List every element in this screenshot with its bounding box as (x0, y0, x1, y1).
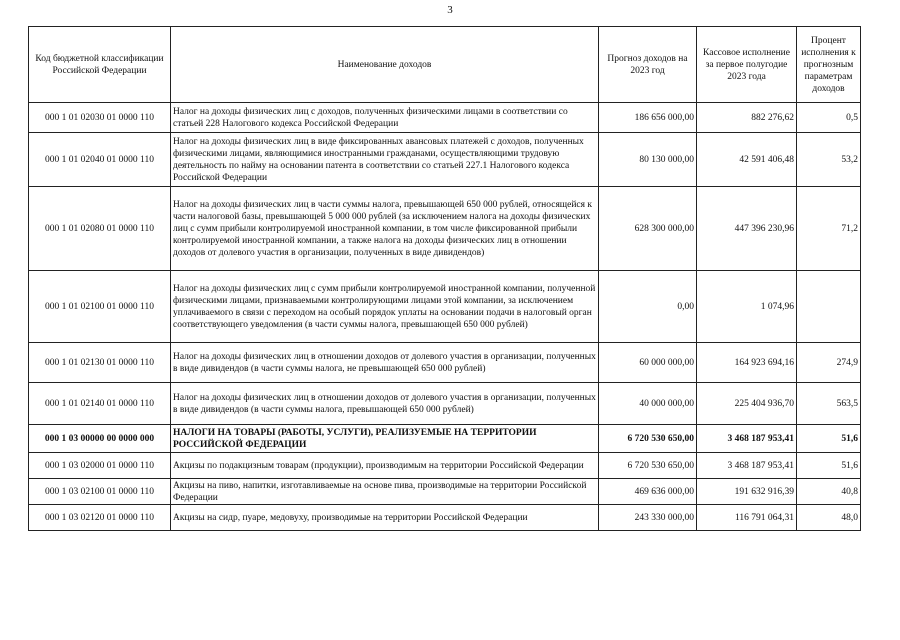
row-actual: 882 276,62 (697, 103, 797, 133)
row-name: НАЛОГИ НА ТОВАРЫ (РАБОТЫ, УСЛУГИ), РЕАЛИЗУЕМЫЕ НА ТЕРРИТОРИИ РОССИЙСКОЙ ФЕДЕРАЦИИ (171, 425, 599, 453)
row-code: 000 1 01 02080 01 0000 110 (29, 187, 171, 271)
row-name: Налог на доходы физических лиц в виде фиксированных авансовых платежей с доходов, полученных физическими лицами, являющимися иностранными гражданами, осуществляющими трудовую деятельность по найму на основании патента в соответствии со статьей 227.1 Налогового кодекса Российской Федерации (171, 133, 599, 187)
row-actual: 42 591 406,48 (697, 133, 797, 187)
row-code: 000 1 01 02130 01 0000 110 (29, 343, 171, 383)
row-actual: 191 632 916,39 (697, 479, 797, 505)
row-name: Налог на доходы физических лиц в части суммы налога, превышающей 650 000 рублей, относящейся к части налоговой базы, превышающей 5 000 000 рублей (за исключением налога на доходы физических лиц с сумм прибыли контролируемой иностранной компании, в том числе фиксированной прибыли контролируемой иностранной компании, а также налога на доходы физических лиц в отношении доходов от долевого участия в организации, полученных в виде дивидендов) (171, 187, 599, 271)
table-row (29, 133, 861, 187)
row-forecast: 6 720 530 650,00 (599, 425, 697, 453)
row-name: Налог на доходы физических лиц с сумм прибыли контролируемой иностранной компании, полученной физическими лицами, признаваемыми контролирующими лицами этой компании, за исключением уплачиваемого в связи с переходом на особый порядок уплаты на основании подачи в налоговый орган соответствующего уведомления (в части суммы налога, превышающей 650 000 рублей) (171, 271, 599, 343)
row-code: 000 1 03 00000 00 0000 000 (29, 425, 171, 453)
row-percent: 51,6 (797, 425, 861, 453)
row-actual: 447 396 230,96 (697, 187, 797, 271)
row-forecast: 469 636 000,00 (599, 479, 697, 505)
row-name: Акцизы на пиво, напитки, изготавливаемые на основе пива, производимые на территории Российской Федерации (171, 479, 599, 505)
row-actual: 225 404 936,70 (697, 383, 797, 425)
row-forecast: 628 300 000,00 (599, 187, 697, 271)
row-code: 000 1 03 02000 01 0000 110 (29, 453, 171, 479)
table-row (29, 103, 861, 133)
row-percent (797, 271, 861, 343)
row-forecast: 80 130 000,00 (599, 133, 697, 187)
row-percent: 48,0 (797, 505, 861, 531)
row-name: Налог на доходы физических лиц в отношении доходов от долевого участия в организации, полученных в виде дивидендов (в части суммы налога, превышающей 650 000 рублей) (171, 383, 599, 425)
row-percent: 0,5 (797, 103, 861, 133)
table-row (29, 505, 861, 531)
header-code: Код бюджетной классификации Российской Федерации (29, 27, 171, 103)
row-forecast: 40 000 000,00 (599, 383, 697, 425)
row-code: 000 1 03 02120 01 0000 110 (29, 505, 171, 531)
row-percent: 274,9 (797, 343, 861, 383)
row-percent: 53,2 (797, 133, 861, 187)
row-code: 000 1 01 02140 01 0000 110 (29, 383, 171, 425)
table-row (29, 383, 861, 425)
table-row (29, 453, 861, 479)
row-name: Налог на доходы физических лиц с доходов, полученных физическими лицами в соответствии со статьей 228 Налогового кодекса Российской Федерации (171, 103, 599, 133)
row-code: 000 1 01 02100 01 0000 110 (29, 271, 171, 343)
header-percent: Процент исполнения к прогнозным параметрам доходов (797, 27, 861, 103)
row-name: Налог на доходы физических лиц в отношении доходов от долевого участия в организации, полученных в виде дивидендов (в части суммы налога, не превышающей 650 000 рублей) (171, 343, 599, 383)
row-percent: 40,8 (797, 479, 861, 505)
header-forecast: Прогноз доходов на 2023 год (599, 27, 697, 103)
header-name: Наименование доходов (171, 27, 599, 103)
row-name: Акцизы на сидр, пуаре, медовуху, производимые на территории Российской Федерации (171, 505, 599, 531)
row-forecast: 0,00 (599, 271, 697, 343)
page-number: 3 (447, 4, 453, 16)
row-percent: 51,6 (797, 453, 861, 479)
row-actual: 1 074,96 (697, 271, 797, 343)
row-actual: 3 468 187 953,41 (697, 425, 797, 453)
header-actual: Кассовое исполнение за первое полугодие 2023 года (697, 27, 797, 103)
row-actual: 164 923 694,16 (697, 343, 797, 383)
row-code: 000 1 03 02100 01 0000 110 (29, 479, 171, 505)
row-actual: 3 468 187 953,41 (697, 453, 797, 479)
row-name: Акцизы по подакцизным товарам (продукции), производимым на территории Российской Федерации (171, 453, 599, 479)
revenue-table (28, 26, 861, 531)
table-row (29, 187, 861, 271)
row-percent: 71,2 (797, 187, 861, 271)
row-forecast: 243 330 000,00 (599, 505, 697, 531)
row-forecast: 60 000 000,00 (599, 343, 697, 383)
row-forecast: 186 656 000,00 (599, 103, 697, 133)
table-row (29, 271, 861, 343)
row-code: 000 1 01 02030 01 0000 110 (29, 103, 171, 133)
table-row (29, 343, 861, 383)
row-percent: 563,5 (797, 383, 861, 425)
table-body (29, 103, 861, 531)
row-forecast: 6 720 530 650,00 (599, 453, 697, 479)
table-row (29, 425, 861, 453)
row-code: 000 1 01 02040 01 0000 110 (29, 133, 171, 187)
row-actual: 116 791 064,31 (697, 505, 797, 531)
table-row (29, 479, 861, 505)
